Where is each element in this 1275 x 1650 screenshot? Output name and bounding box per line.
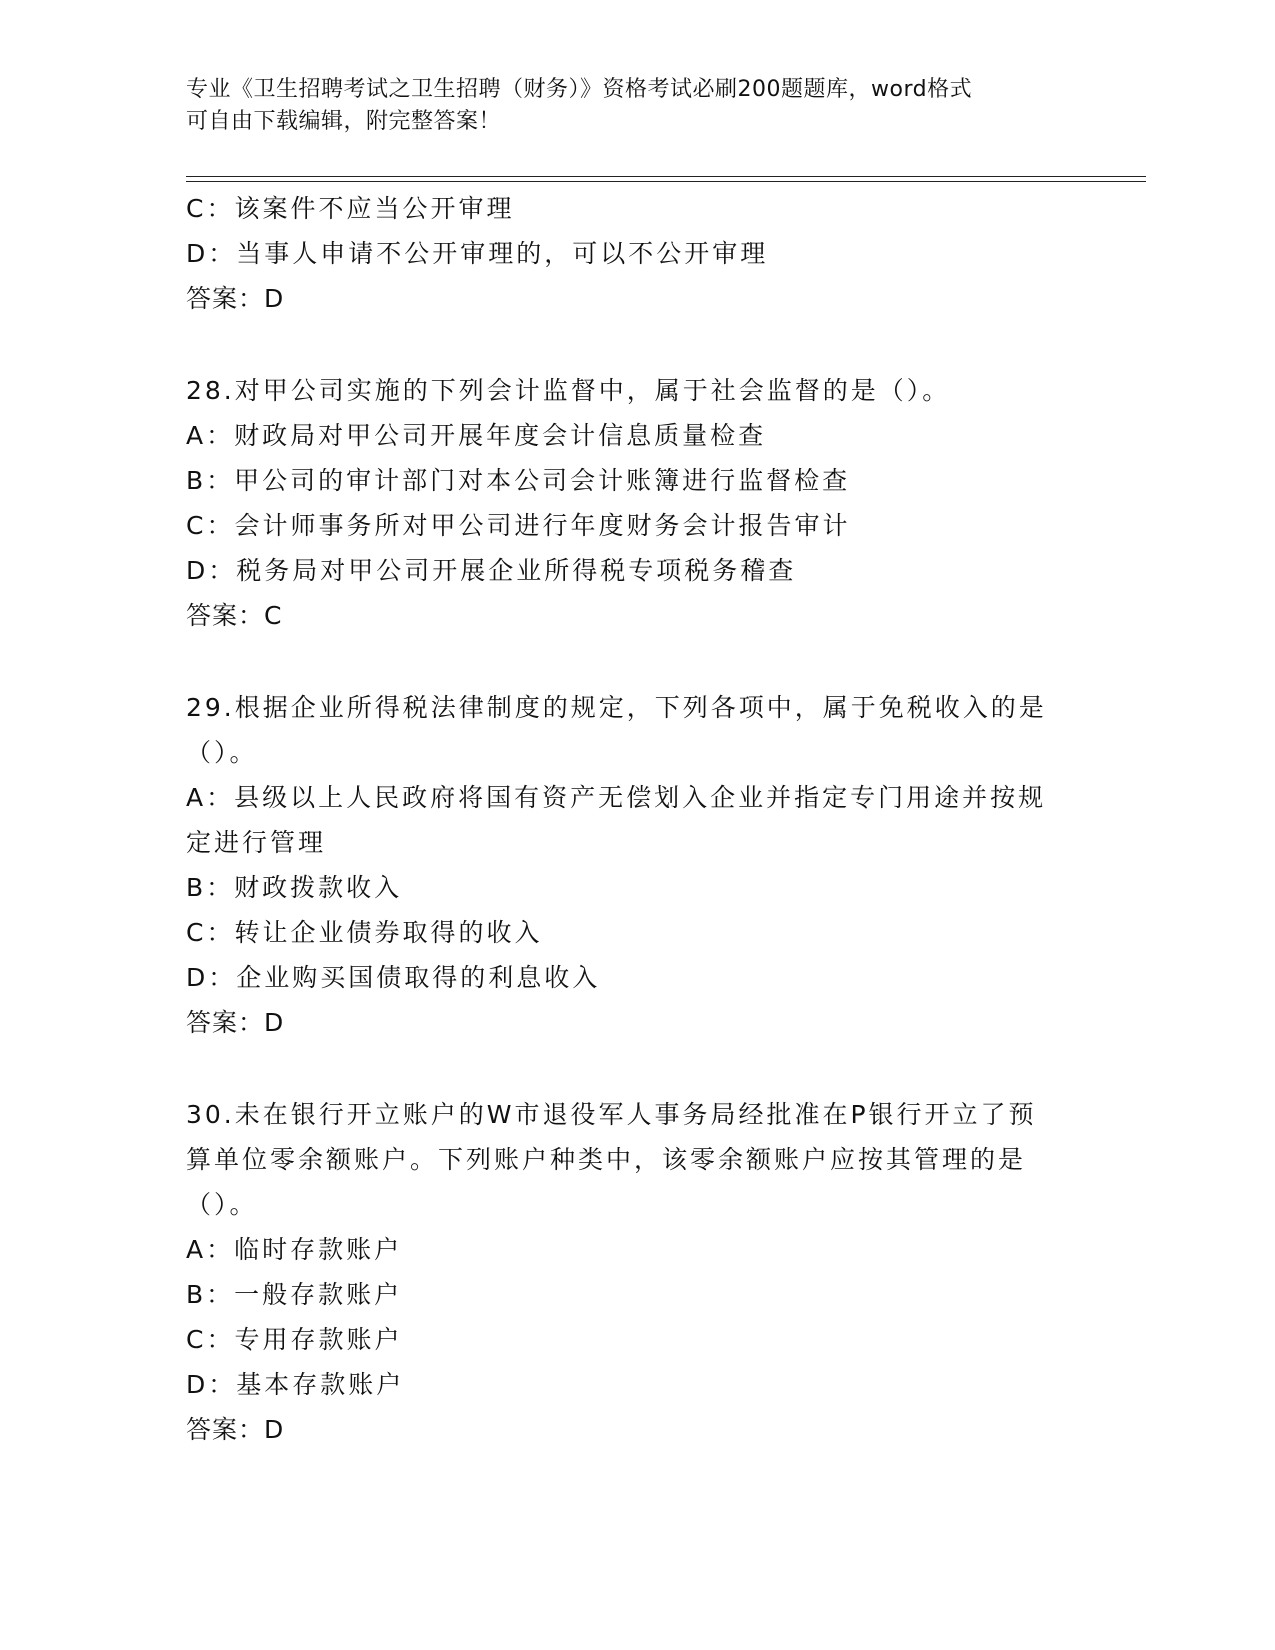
question-list	[186, 186, 1086, 1452]
document-header	[186, 74, 1066, 138]
question-stem-line-3: （）。	[186, 1190, 258, 1219]
option-c: C：该案件不应当公开审理	[186, 194, 515, 223]
option-a-line-1: A：县级以上人民政府将国有资产无偿划入企业并指定专门用途并按规	[186, 783, 1047, 812]
header-line-2: 可自由下载编辑，附完整答案！	[186, 109, 502, 134]
answer: 答案：D	[186, 284, 285, 313]
answer: 答案：D	[186, 1008, 285, 1037]
option-c: C：专用存款账户	[186, 1325, 403, 1354]
header-rule-top	[186, 176, 1146, 177]
question-28	[186, 368, 1086, 638]
option-d: D：企业购买国债取得的利息收入	[186, 963, 601, 992]
header-rule-bottom	[186, 181, 1146, 182]
answer: 答案：D	[186, 1415, 285, 1444]
option-a: A：临时存款账户	[186, 1235, 403, 1264]
question-stem-line-1: 30.未在银行开立账户的W市退役军人事务局经批准在P银行开立了预	[186, 1100, 1037, 1129]
answer: 答案：C	[186, 601, 283, 630]
question-stem-line-2: （）。	[186, 738, 258, 767]
option-c: C：会计师事务所对甲公司进行年度财务会计报告审计	[186, 511, 851, 540]
option-b: B：甲公司的审计部门对本公司会计账簿进行监督检查	[186, 466, 851, 495]
question-27-tail	[186, 186, 1086, 321]
option-c: C：转让企业债券取得的收入	[186, 918, 543, 947]
question-30	[186, 1092, 1086, 1452]
header-line-1: 专业《卫生招聘考试之卫生招聘（财务）》资格考试必刷200题题库，word格式	[186, 77, 973, 102]
option-b: B：一般存款账户	[186, 1280, 403, 1309]
option-d: D：基本存款账户	[186, 1370, 405, 1399]
question-stem-line-1: 29.根据企业所得税法律制度的规定，下列各项中，属于免税收入的是	[186, 693, 1047, 722]
question-stem: 28.对甲公司实施的下列会计监督中，属于社会监督的是（）。	[186, 376, 951, 405]
option-d: D：税务局对甲公司开展企业所得税专项税务稽查	[186, 556, 797, 585]
option-b: B：财政拨款收入	[186, 873, 403, 902]
option-a-line-2: 定进行管理	[186, 828, 327, 857]
option-a: A：财政局对甲公司开展年度会计信息质量检查	[186, 421, 767, 450]
question-stem-line-2: 算单位零余额账户。下列账户种类中，该零余额账户应按其管理的是	[186, 1145, 1027, 1174]
question-29	[186, 685, 1086, 1045]
option-d: D：当事人申请不公开审理的，可以不公开审理	[186, 239, 769, 268]
